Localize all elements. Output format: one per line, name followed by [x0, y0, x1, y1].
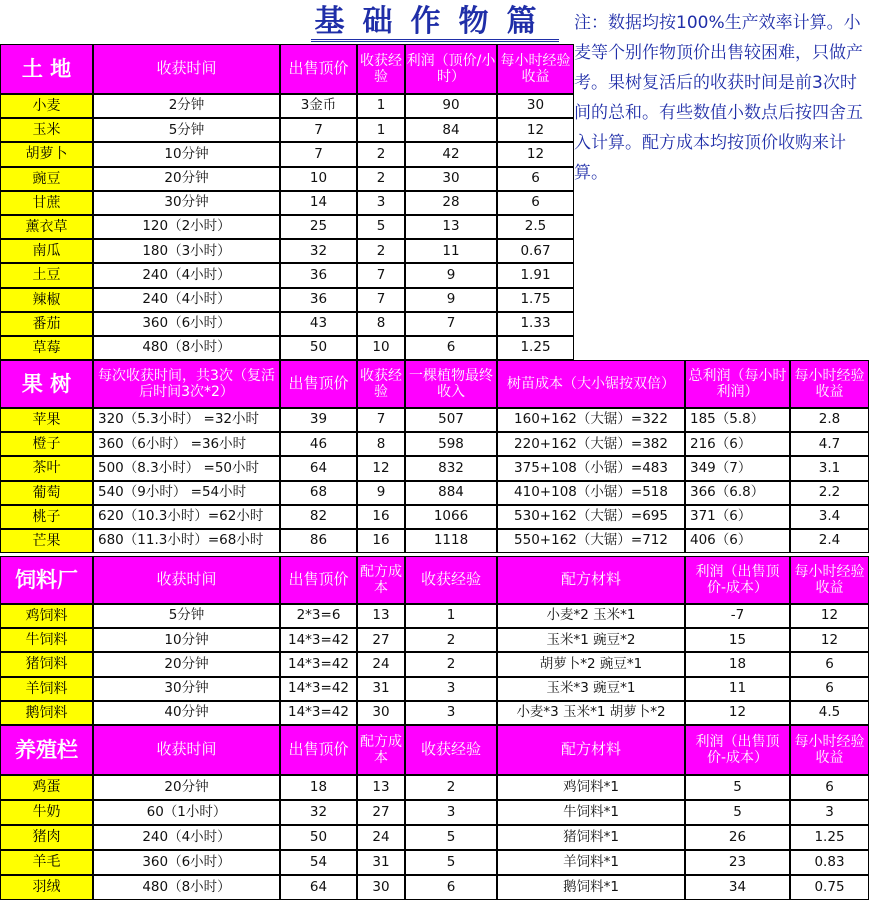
- table-cell: 60（1小时）: [93, 800, 280, 825]
- table-cell: 30: [405, 167, 497, 191]
- header-sell-price: 出售顶价: [280, 360, 357, 408]
- header-sell-price: 出售顶价: [280, 556, 357, 604]
- header-harvest-exp: 收获经验: [357, 360, 405, 408]
- table-cell: 31: [357, 850, 405, 875]
- table-cell: 3: [790, 800, 869, 825]
- table-cell: 6: [405, 875, 497, 900]
- crop-name: 番茄: [0, 312, 93, 336]
- table-cell: 14*3=42: [280, 701, 357, 725]
- crop-name: 甘蔗: [0, 191, 93, 215]
- table-cell: 30分钟: [93, 191, 280, 215]
- table-cell: 18: [280, 775, 357, 800]
- table-cell: 680（11.3小时）=68小时: [93, 529, 280, 553]
- table-cell: 27: [357, 628, 405, 652]
- table-cell: 10分钟: [93, 628, 280, 652]
- header-harvest-exp: 收获经验: [405, 725, 497, 775]
- table-cell: 32: [280, 239, 357, 263]
- table-cell: 30: [497, 94, 574, 118]
- crop-name: 南瓜: [0, 239, 93, 263]
- table-cell: 406（6）: [685, 529, 790, 553]
- table-cell: 12: [685, 701, 790, 725]
- table-cell: 玉米*1 豌豆*2: [497, 628, 685, 652]
- table-cell: 1118: [405, 529, 497, 553]
- table-cell: 832: [405, 456, 497, 480]
- table-cell: 7: [280, 142, 357, 166]
- table-cell: 14*3=42: [280, 652, 357, 676]
- table-cell: 480（8小时）: [93, 875, 280, 900]
- table-cell: 猪饲料*1: [497, 825, 685, 850]
- table-cell: 3: [357, 191, 405, 215]
- table-cell: 5: [685, 775, 790, 800]
- section-title-trees: 果 树: [0, 360, 93, 408]
- crop-name: 草莓: [0, 336, 93, 360]
- header-harvest-exp: 收获经验: [357, 44, 405, 94]
- table-cell: 12: [357, 456, 405, 480]
- table-cell: 8: [357, 312, 405, 336]
- table-cell: 360（6小时）: [93, 312, 280, 336]
- header-profit: 利润（出售顶价-成本）: [685, 556, 790, 604]
- table-cell: 12: [790, 628, 869, 652]
- header-exp-per-hour: 每小时经验收益: [790, 725, 869, 775]
- table-cell: 23: [685, 850, 790, 875]
- table-cell: 25: [280, 215, 357, 239]
- table-cell: 6: [405, 336, 497, 360]
- table-cell: -7: [685, 604, 790, 628]
- table-cell: 620（10.3小时）=62小时: [93, 505, 280, 529]
- tree-name: 芒果: [0, 529, 93, 553]
- crop-name: 薰衣草: [0, 215, 93, 239]
- table-cell: 0.75: [790, 875, 869, 900]
- table-cell: 36: [280, 263, 357, 287]
- crop-name: 豌豆: [0, 167, 93, 191]
- header-harvest-time: 收获时间: [93, 556, 280, 604]
- table-cell: 12: [497, 118, 574, 142]
- table-cell: 7: [357, 288, 405, 312]
- table-cell: 羊饲料*1: [497, 850, 685, 875]
- table-cell: 16: [357, 529, 405, 553]
- table-cell: 32: [280, 800, 357, 825]
- table-cell: 240（4小时）: [93, 263, 280, 287]
- product-name: 鸡蛋: [0, 775, 93, 800]
- header-final-income: 一棵植物最终收入: [405, 360, 497, 408]
- table-cell: 6: [790, 677, 869, 701]
- table-cell: 1066: [405, 505, 497, 529]
- table-cell: 366（6.8）: [685, 481, 790, 505]
- table-cell: 180（3小时）: [93, 239, 280, 263]
- table-cell: 9: [405, 263, 497, 287]
- product-name: 牛奶: [0, 800, 93, 825]
- table-cell: 14*3=42: [280, 628, 357, 652]
- table-cell: 507: [405, 408, 497, 432]
- table-cell: 216（6）: [685, 432, 790, 456]
- table-cell: 12: [497, 142, 574, 166]
- header-sell-price: 出售顶价: [280, 725, 357, 775]
- table-cell: 3.1: [790, 456, 869, 480]
- table-cell: 31: [357, 677, 405, 701]
- table-cell: 5分钟: [93, 604, 280, 628]
- table-cell: 玉米*3 豌豆*1: [497, 677, 685, 701]
- table-cell: 3金币: [280, 94, 357, 118]
- table-cell: 5: [685, 800, 790, 825]
- header-profit: 利润（出售顶价-成本）: [685, 725, 790, 775]
- tree-name: 葡萄: [0, 481, 93, 505]
- table-cell: 50: [280, 336, 357, 360]
- table-cell: 530+162（大锯）=695: [497, 505, 685, 529]
- section-title-farm: 养殖栏: [0, 725, 93, 775]
- table-cell: 2.5: [497, 215, 574, 239]
- table-cell: 2: [405, 628, 497, 652]
- header-exp-per-hour: 每小时经验收益: [790, 360, 869, 408]
- header-total-profit: 总利润（每小时利润）: [685, 360, 790, 408]
- table-cell: 9: [405, 288, 497, 312]
- section-title-land: 土 地: [0, 44, 93, 94]
- note-text: 注：数据均按100%生产效率计算。小麦等个别作物顶价出售较困难，只做产考。果树复活后的收获时间是前3次时间的总和。有些数值小数点后按四舍五入计算。配方成本均按顶价收购来计算。: [574, 13, 863, 183]
- table-cell: 54: [280, 850, 357, 875]
- table-cell: 7: [405, 312, 497, 336]
- table-cell: 11: [405, 239, 497, 263]
- table-cell: 15: [685, 628, 790, 652]
- header-harvest-time: 收获时间: [93, 44, 280, 94]
- table-cell: 5分钟: [93, 118, 280, 142]
- crop-name: 胡萝卜: [0, 142, 93, 166]
- feed-name: 羊饲料: [0, 677, 93, 701]
- header-recipe-cost: 配方成本: [357, 725, 405, 775]
- table-cell: 20分钟: [93, 775, 280, 800]
- table-cell: 320（5.3小时） =32小时: [93, 408, 280, 432]
- table-cell: 40分钟: [93, 701, 280, 725]
- table-cell: 6: [497, 167, 574, 191]
- table-cell: 0.83: [790, 850, 869, 875]
- header-recipe-materials: 配方材料: [497, 556, 685, 604]
- table-cell: 2: [357, 239, 405, 263]
- table-cell: 82: [280, 505, 357, 529]
- table-cell: 220+162（大锯）=382: [497, 432, 685, 456]
- product-name: 羊毛: [0, 850, 93, 875]
- table-cell: 50: [280, 825, 357, 850]
- table-cell: 小麦*2 玉米*1: [497, 604, 685, 628]
- table-cell: 14*3=42: [280, 677, 357, 701]
- header-harvest-time: 每次收获时间，共3次（复活后时间3次*2）: [93, 360, 280, 408]
- table-cell: 360（6小时） =36小时: [93, 432, 280, 456]
- table-cell: 64: [280, 875, 357, 900]
- table-cell: 胡萝卜*2 豌豆*1: [497, 652, 685, 676]
- page-title: 基础作物篇: [0, 0, 869, 44]
- tree-name: 苹果: [0, 408, 93, 432]
- table-cell: 1: [357, 118, 405, 142]
- table-cell: 410+108（小锯）=518: [497, 481, 685, 505]
- crop-name: 小麦: [0, 94, 93, 118]
- section-title-feed: 饲料厂: [0, 556, 93, 604]
- header-profit: 利润（顶价/小时）: [405, 44, 497, 94]
- feed-name: 牛饲料: [0, 628, 93, 652]
- table-cell: 42: [405, 142, 497, 166]
- table-cell: 30: [357, 701, 405, 725]
- table-cell: 371（6）: [685, 505, 790, 529]
- table-cell: 30: [357, 875, 405, 900]
- table-cell: 500（8.3小时） =50小时: [93, 456, 280, 480]
- header-exp-per-hour: 每小时经验收益: [790, 556, 869, 604]
- table-cell: 120（2小时）: [93, 215, 280, 239]
- table-cell: 64: [280, 456, 357, 480]
- table-cell: 24: [357, 652, 405, 676]
- table-cell: 1.25: [790, 825, 869, 850]
- table-cell: 16: [357, 505, 405, 529]
- table-cell: 1.25: [497, 336, 574, 360]
- product-name: 猪肉: [0, 825, 93, 850]
- header-recipe-materials: 配方材料: [497, 725, 685, 775]
- table-cell: 884: [405, 481, 497, 505]
- table-cell: 1: [405, 604, 497, 628]
- crop-name: 辣椒: [0, 288, 93, 312]
- feed-name: 猪饲料: [0, 652, 93, 676]
- table-cell: 10: [357, 336, 405, 360]
- header-harvest-exp: 收获经验: [405, 556, 497, 604]
- table-cell: 4.7: [790, 432, 869, 456]
- table-cell: 90: [405, 94, 497, 118]
- table-cell: 349（7）: [685, 456, 790, 480]
- table-cell: 1.33: [497, 312, 574, 336]
- table-cell: 7: [280, 118, 357, 142]
- table-cell: 2: [357, 142, 405, 166]
- tree-name: 茶叶: [0, 456, 93, 480]
- table-cell: 14: [280, 191, 357, 215]
- table-cell: 480（8小时）: [93, 336, 280, 360]
- table-cell: 20分钟: [93, 652, 280, 676]
- table-cell: 7: [357, 408, 405, 432]
- table-cell: 3: [405, 677, 497, 701]
- crop-name: 玉米: [0, 118, 93, 142]
- table-cell: 375+108（小锯）=483: [497, 456, 685, 480]
- table-cell: 540（9小时） =54小时: [93, 481, 280, 505]
- table-cell: 6: [497, 191, 574, 215]
- table-cell: 26: [685, 825, 790, 850]
- table-cell: 4.5: [790, 701, 869, 725]
- header-sapling-cost: 树苗成本（大小锯按双倍）: [497, 360, 685, 408]
- table-cell: 27: [357, 800, 405, 825]
- header-exp-per-hour: 每小时经验收益: [497, 44, 574, 94]
- table-cell: 84: [405, 118, 497, 142]
- table-cell: 43: [280, 312, 357, 336]
- table-cell: 240（4小时）: [93, 825, 280, 850]
- table-cell: 9: [357, 481, 405, 505]
- table-cell: 牛饲料*1: [497, 800, 685, 825]
- table-cell: 2.2: [790, 481, 869, 505]
- table-cell: 185（5.8）: [685, 408, 790, 432]
- table-cell: 13: [357, 604, 405, 628]
- table-cell: 6: [790, 652, 869, 676]
- table-cell: 46: [280, 432, 357, 456]
- table-cell: 2: [405, 775, 497, 800]
- table-cell: 13: [405, 215, 497, 239]
- table-cell: 20分钟: [93, 167, 280, 191]
- table-cell: 86: [280, 529, 357, 553]
- table-cell: 2分钟: [93, 94, 280, 118]
- header-harvest-time: 收获时间: [93, 725, 280, 775]
- table-cell: 360（6小时）: [93, 850, 280, 875]
- table-cell: 24: [357, 825, 405, 850]
- table-cell: 12: [790, 604, 869, 628]
- table-cell: 鸡饲料*1: [497, 775, 685, 800]
- table-cell: 240（4小时）: [93, 288, 280, 312]
- table-cell: 1: [357, 94, 405, 118]
- crop-name: 土豆: [0, 263, 93, 287]
- table-cell: 68: [280, 481, 357, 505]
- table-cell: 2*3=6: [280, 604, 357, 628]
- table-cell: 34: [685, 875, 790, 900]
- table-cell: 3: [405, 701, 497, 725]
- table-cell: 2.4: [790, 529, 869, 553]
- table-cell: 3.4: [790, 505, 869, 529]
- table-cell: 1.91: [497, 263, 574, 287]
- table-cell: 36: [280, 288, 357, 312]
- product-name: 羽绒: [0, 875, 93, 900]
- table-cell: 13: [357, 775, 405, 800]
- header-recipe-cost: 配方成本: [357, 556, 405, 604]
- table-cell: 0.67: [497, 239, 574, 263]
- table-cell: 2: [405, 652, 497, 676]
- table-cell: 39: [280, 408, 357, 432]
- table-cell: 2: [357, 167, 405, 191]
- table-cell: 小麦*3 玉米*1 胡萝卜*2: [497, 701, 685, 725]
- table-cell: 160+162（大锯）=322: [497, 408, 685, 432]
- feed-name: 鹅饲料: [0, 701, 93, 725]
- tree-name: 橙子: [0, 432, 93, 456]
- table-cell: 5: [405, 850, 497, 875]
- table-cell: 18: [685, 652, 790, 676]
- table-cell: 10分钟: [93, 142, 280, 166]
- table-cell: 30分钟: [93, 677, 280, 701]
- table-cell: 2.8: [790, 408, 869, 432]
- table-cell: 598: [405, 432, 497, 456]
- table-cell: 550+162（大锯）=712: [497, 529, 685, 553]
- table-cell: 7: [357, 263, 405, 287]
- table-cell: 5: [357, 215, 405, 239]
- table-cell: 6: [790, 775, 869, 800]
- table-cell: 10: [280, 167, 357, 191]
- feed-name: 鸡饲料: [0, 604, 93, 628]
- table-cell: 鹅饲料*1: [497, 875, 685, 900]
- table-cell: 28: [405, 191, 497, 215]
- table-cell: 1.75: [497, 288, 574, 312]
- table-cell: 8: [357, 432, 405, 456]
- tree-name: 桃子: [0, 505, 93, 529]
- header-sell-price: 出售顶价: [280, 44, 357, 94]
- table-cell: 3: [405, 800, 497, 825]
- table-cell: 5: [405, 825, 497, 850]
- table-cell: 11: [685, 677, 790, 701]
